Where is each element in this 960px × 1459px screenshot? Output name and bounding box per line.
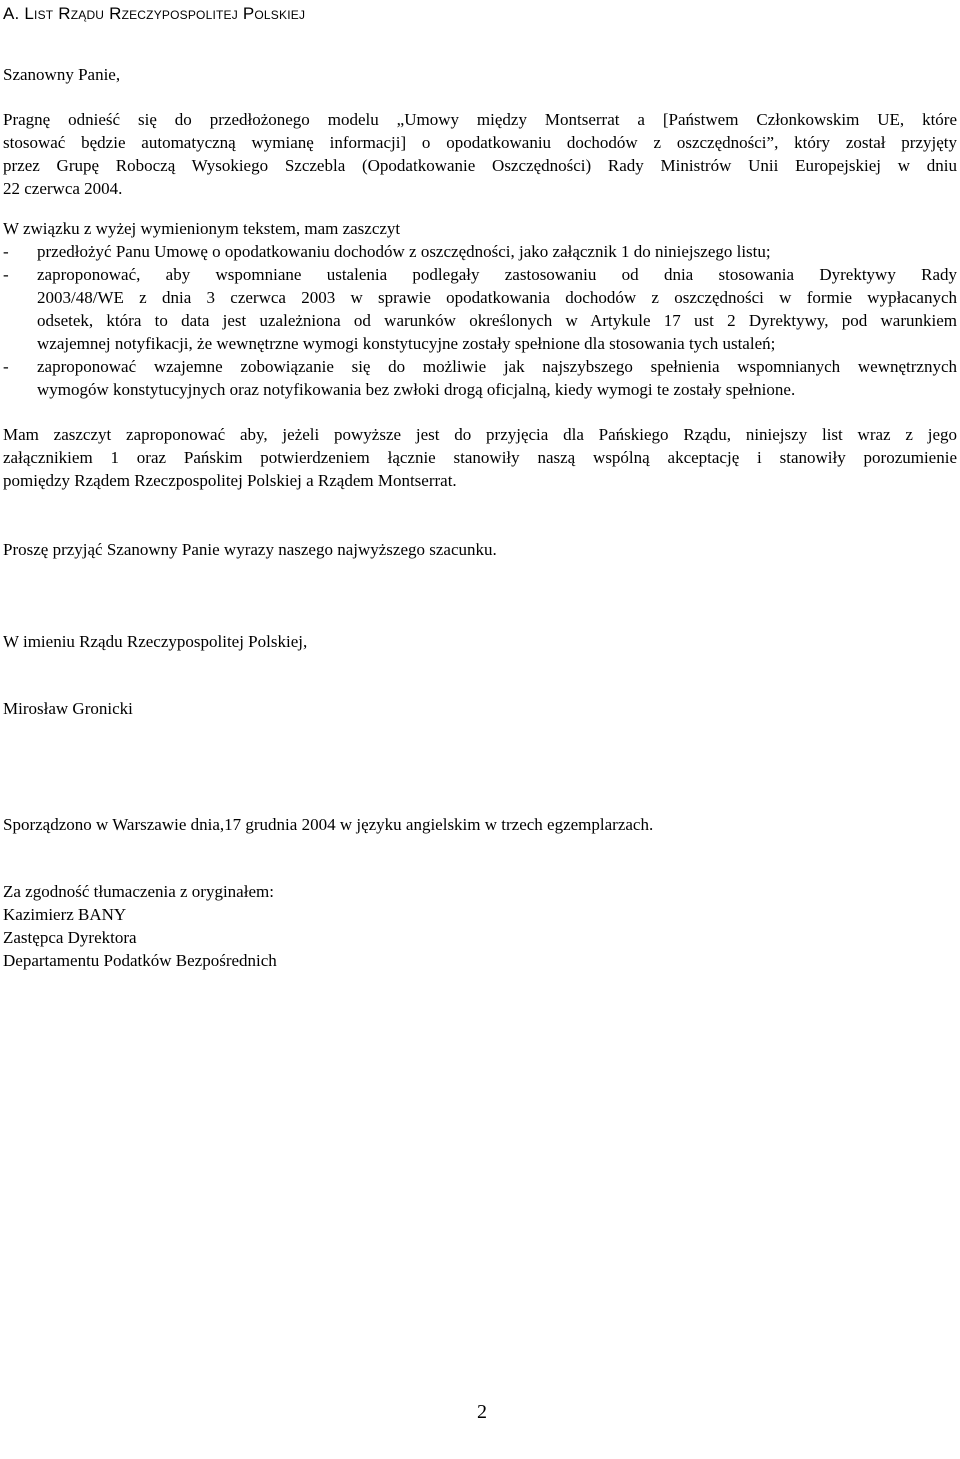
- translation-certification: [3, 880, 277, 972]
- list-item-line: odsetek, która to data jest uzależniona od warunków określonych w Artykule 17 ust 2 Dyrektywy, pod warunkiem: [37, 311, 957, 330]
- list-item: [3, 263, 957, 355]
- intro-line: 22 czerwca 2004.: [3, 179, 123, 198]
- proposal-list: [3, 240, 957, 401]
- list-item: [3, 240, 957, 263]
- closing-formula: Proszę przyjąć Szanowny Panie wyrazy naszego najwyższego szacunku.: [3, 540, 497, 559]
- intro-paragraph: [3, 108, 957, 200]
- salutation: Szanowny Panie,: [3, 65, 121, 84]
- translator-position: Zastępca Dyrektora: [3, 928, 137, 947]
- list-dash: -: [3, 242, 9, 261]
- letter-heading: A. List Rządu Rzeczypospolitej Polskiej: [3, 4, 306, 23]
- list-item-line: 2003/48/WE z dnia 3 czerwca 2003 w sprawie opodatkowania dochodów z oszczędności w formie wypłacanych: [37, 288, 957, 307]
- list-item-line: zaproponować, aby wspomniane ustalenia podlegały zastosowaniu od dnia stosowania Dyrektywy Rady: [37, 265, 957, 284]
- certification-line: Za zgodność tłumaczenia z oryginałem:: [3, 882, 274, 901]
- list-dash: -: [3, 265, 9, 284]
- page-number: 2: [477, 1401, 487, 1423]
- document-page: [3, 0, 957, 1459]
- reference-intro: W związku z wyżej wymienionym tekstem, mam zaszczyt: [3, 219, 401, 238]
- proposal-paragraph: [3, 423, 957, 492]
- intro-line: Pragnę odnieść się do przedłożonego modelu „Umowy między Montserrat a [Państwem Członkowskim UE, które: [3, 110, 957, 129]
- list-dash: -: [3, 357, 9, 376]
- intro-line: przez Grupę Roboczą Wysokiego Szczebla (Opodatkowanie Oszczędności) Rady Ministrów Unii Europejskiej w dniu: [3, 156, 957, 175]
- list-item-line: przedłożyć Panu Umowę o opodatkowaniu dochodów z oszczędności, jako załącznik 1 do niniejszego listu;: [37, 242, 771, 261]
- translator-department: Departamentu Podatków Bezpośrednich: [3, 951, 277, 970]
- proposal-line: Mam zaszczyt zaproponować aby, jeżeli powyższe jest do przyjęcia dla Pańskiego Rządu, niniejszy list wraz z jego: [3, 425, 957, 444]
- done-at-line: Sporządzono w Warszawie dnia,17 grudnia 2004 w języku angielskim w trzech egzemplarzach.: [3, 815, 654, 834]
- translator-name: Kazimierz BANY: [3, 905, 127, 924]
- list-item-line: zaproponować wzajemne zobowiązanie się do możliwie jak najszybszego spełnienia wspomnianych wewnętrznych: [37, 357, 957, 376]
- list-item: [3, 355, 957, 401]
- intro-line: stosować będzie automatyczną wymianę informacji] o opodatkowaniu dochodów z oszczędności”, który został przyjęty: [3, 133, 957, 152]
- signer-name: Mirosław Gronicki: [3, 699, 133, 718]
- proposal-line: załącznikiem 1 oraz Pańskim potwierdzeniem łącznie stanowiły naszą wspólną akceptację i stanowiły porozumienie: [3, 448, 957, 467]
- list-item-line: wzajemnej notyfikacji, że wewnętrzne wymogi konstytucyjne zostały spełnione dla stosowania tych ustaleń;: [37, 334, 776, 353]
- list-item-line: wymogów konstytucyjnych oraz notyfikowania bez zwłoki drogą oficjalną, kiedy wymogi te zostały spełnione.: [37, 380, 796, 399]
- on-behalf-line: W imieniu Rządu Rzeczypospolitej Polskiej,: [3, 632, 308, 651]
- proposal-line: pomiędzy Rządem Rzeczpospolitej Polskiej a Rządem Montserrat.: [3, 471, 457, 490]
